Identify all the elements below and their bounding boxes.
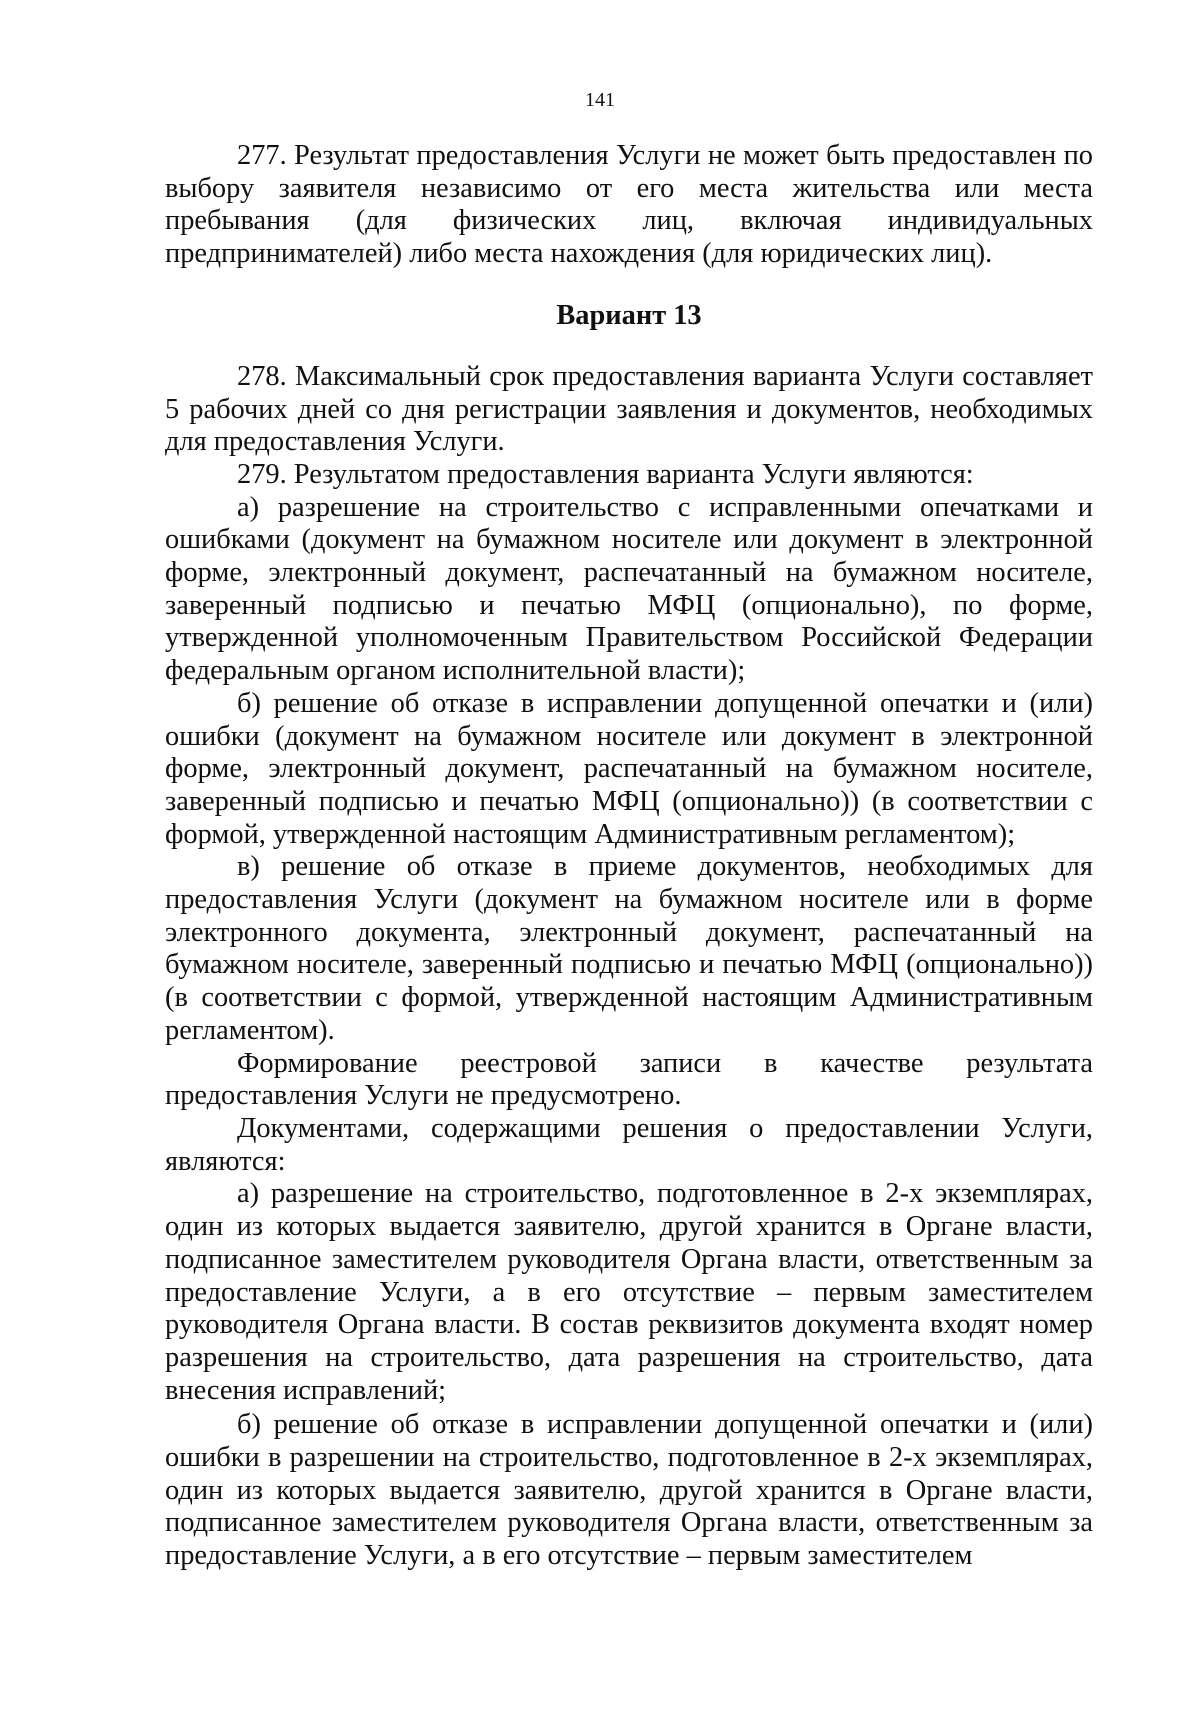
registry-note: Формирование реестровой записи в качестве результата предоставления Услуги не предусмотрено. <box>165 1047 1093 1112</box>
paragraph-277: 277. Результат предоставления Услуги не может быть предоставлен по выбору заявителя независимо от его места жительства или места пребывания (для физических лиц, включая индивидуальных предпринимателей) либо места нахождения (для юридических лиц). <box>165 140 1093 270</box>
documents-intro: Документами, содержащими решения о предоставлении Услуги, являются: <box>165 1112 1093 1177</box>
page-content <box>165 140 1093 1573</box>
paragraph-279: 279. Результатом предоставления варианта Услуги являются: <box>237 458 974 490</box>
document-item-b: б) решение об отказе в исправлении допущенной опечатки и (или) ошибки в разрешении на строительство, подготовленное в 2-х экземплярах, один из которых выдается заявителю, другой хранится в Органе власти, подписанное заместителем руководителя Органа власти, ответственным за предоставление Услуги, а в его отсутствие – первым заместителем <box>165 1409 1093 1572</box>
paragraph-278: 278. Максимальный срок предоставления варианта Услуги составляет 5 рабочих дней со дня регистрации заявления и документов, необходимых для предоставления Услуги. <box>165 360 1093 458</box>
result-item-b: б) решение об отказе в исправлении допущенной опечатки и (или) ошибки (документ на бумажном носителе или документ в электронной форме, электронный документ, распечатанный на бумажном носителе, заверенный подписью и печатью МФЦ (опционально)) (в соответствии с формой, утвержденной настоящим Административным регламентом); <box>165 687 1093 850</box>
section-heading: Вариант 13 <box>556 299 702 331</box>
page-number: 141 <box>585 89 615 111</box>
document-item-a: а) разрешение на строительство, подготовленное в 2-х экземплярах, один из которых выдается заявителю, другой хранится в Органе власти, подписанное заместителем руководителя Органа власти, ответственным за предоставление Услуги, а в его отсутствие – первым заместителем руководителя Органа власти. В состав реквизитов документа входят номер разрешения на строительство, дата разрешения на строительство, дата внесения исправлений; <box>165 1178 1093 1406</box>
result-item-a: а) разрешение на строительство с исправленными опечатками и ошибками (документ на бумажном носителе или документ в электронной форме, электронный документ, распечатанный на бумажном носителе, заверенный подписью и печатью МФЦ (опционально), по форме, утвержденной уполномоченным Правительством Российской Федерации федеральным органом исполнительной власти); <box>165 491 1093 687</box>
result-item-v: в) решение об отказе в приеме документов, необходимых для предоставления Услуги (документ на бумажном носителе или в форме электронного документа, электронный документ, распечатанный на бумажном носителе, заверенный подписью и печатью МФЦ (опционально)) (в соответствии с формой, утвержденной настоящим Административным регламентом). <box>165 851 1093 1046</box>
